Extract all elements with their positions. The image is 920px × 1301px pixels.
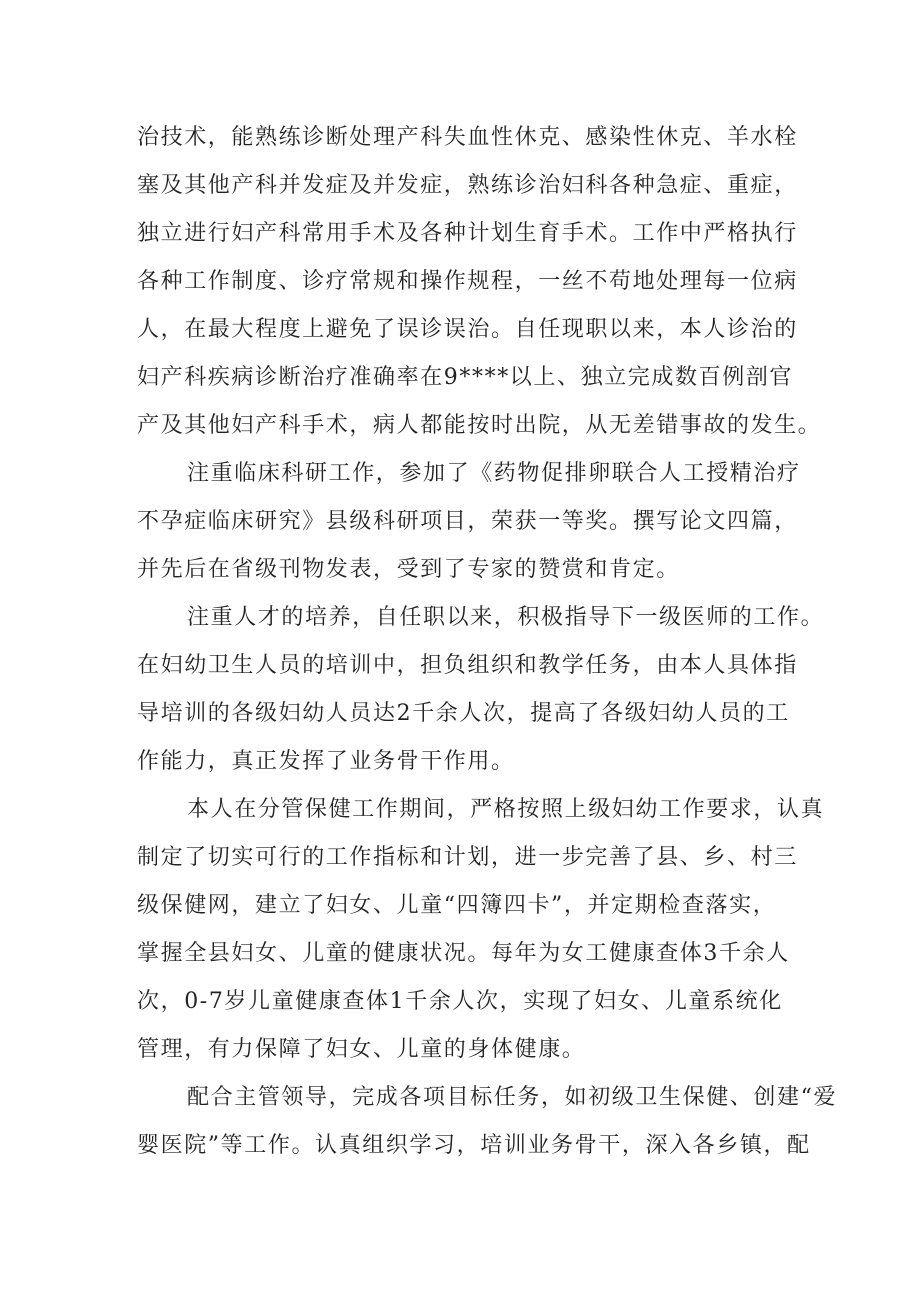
paragraph-first-line: 注重人才的培养，自任职以来，积极指导下一级医师的工作。 <box>187 605 825 630</box>
paragraph-first-line: 本人在分管保健工作期间，严格按照上级妇幼工作要求，认真 <box>187 797 825 822</box>
paragraph-line: 次，0-7岁儿童健康查体1千余人次，实现了妇女、儿童系统化 <box>137 989 783 1014</box>
paragraph-line: 导培训的各级妇幼人员达2千余人次，提高了各级妇幼人员的工 <box>137 701 790 726</box>
paragraph-line: 制定了切实可行的工作指标和计划，进一步完善了县、乡、村三 <box>137 845 798 870</box>
paragraph-line: 婴医院”等工作。认真组织学习，培训业务骨干，深入各乡镇，配 <box>137 1133 811 1158</box>
paragraph-line: 人，在最大程度上避免了误诊误治。自任现职以来，本人诊治的 <box>137 317 798 342</box>
paragraph-line: 不孕症临床研究》县级科研项目，荣获一等奖。撰写论文四篇， <box>137 509 798 534</box>
paragraph-line: 在妇幼卫生人员的培训中，担负组织和教学任务，由本人具体指 <box>137 653 798 678</box>
paragraph-line: 塞及其他产科并发症及并发症，熟练诊治妇科各种急症、重症， <box>137 173 798 198</box>
paragraph-first-line: 配合主管领导，完成各项目标任务，如初级卫生保健、创建“爱 <box>187 1085 838 1110</box>
paragraph-line: 掌握全县妇女、儿童的健康状况。每年为女工健康查体3千余人 <box>137 941 790 966</box>
paragraph-line: 作能力，真正发挥了业务骨干作用。 <box>137 749 515 774</box>
paragraph-line: 治技术，能熟练诊断处理产科失血性休克、感染性休克、羊水栓 <box>137 125 798 150</box>
paragraph-line: 妇产科疾病诊断治疗准确率在9****以上、独立完成数百例剖官 <box>137 365 793 390</box>
paragraph-line: 各种工作制度、诊疗常规和操作规程，一丝不苟地处理每一位病 <box>137 269 798 294</box>
paragraph-line: 管理，有力保障了妇女、儿童的身体健康。 <box>137 1037 586 1062</box>
paragraph-line: 级保健网，建立了妇女、儿童“四簿四卡”，并定期检查落实， <box>137 893 777 918</box>
paragraph-line: 产及其他妇产科手术，病人都能按时出院，从无差错事故的发生。 <box>137 413 822 438</box>
paragraph-line: 独立进行妇产科常用手术及各种计划生育手术。工作中严格执行 <box>137 221 798 246</box>
paragraph-first-line: 注重临床科研工作，参加了《药物促排卵联合人工授精治疗 <box>187 461 801 486</box>
paragraph-line: 并先后在省级刊物发表，受到了专家的赞赏和肯定。 <box>137 557 680 582</box>
